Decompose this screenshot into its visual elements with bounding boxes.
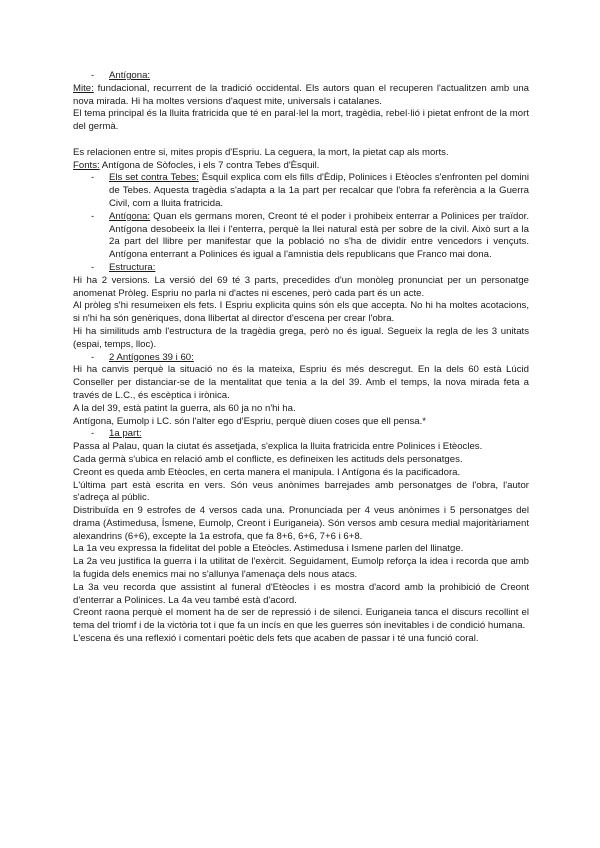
paragraph-estructura-1: Hi ha 2 versions. La versió del 69 té 3 parts, precedides d'un monòleg pronunciat per un personatge anomenat Pròleg. Espriu no parla ni d'actes ni escenes, però cada part és un acte. <box>73 274 529 299</box>
bullet-set-contra-tebes: - Els set contra Tebes: Èsquil explica com els fills d'Èdip, Polinices i Etèocles s'enfronten pel domini de Tebes. Aquesta tragèdia s'adapta a la 1a part per recalcar que l'obra fa referència a la Guerra Civil, com a lluita fratricida. <box>91 172 529 209</box>
document-body <box>73 70 529 646</box>
paragraph-part-10: L'escena és una reflexió i comentari poètic dels fets que acaben de passar i té una funció coral. <box>73 633 479 645</box>
paragraph-relacionen: Es relacionen entre si, mites propis d'Espriu. La ceguera, la mort, la pietat cap als morts. <box>73 146 449 158</box>
paragraph-antigones-1: Hi ha canvis perquè la situació no és la mateixa, Espriu és més descregut. En la dels 60 està Lúcid Conseller per distanciar-se de la mentalitat que tenia a la del 39. Amb el temps, la nova mirada feta a través de L.C., és escèptica i irònica. <box>73 364 529 401</box>
paragraph-part-5: Distribuïda en 9 estrofes de 4 versos cada una. Pronunciada per 4 veus anònimes i 5 personatges del drama (Astimedusa, Ísmene, Eumolp, Creont i Euriganeia). Són versos amb cesura medial majoritàriament alexandrins (6+6), excepte la 1a estrofa, que fa 8+6, 6+6, 7+6 i 6+8. <box>73 505 529 542</box>
section-heading-antigona: - Antígona: <box>91 70 151 81</box>
paragraph-tema: El tema principal és la lluita fratricida que té en paral·lel la mort, tragèdia, rebel·lió i pietat enfront de la mort del germà. <box>73 108 529 133</box>
paragraph-part-1: Passa al Palau, quan la ciutat és assetjada, s'explica la lluita fratricida entre Polinices i Etèocles. <box>73 441 483 453</box>
paragraph-part-7: La 2a veu justifica la guerra i la utilitat de l'exèrcit. Seguidament, Eumolp reforça la idea i recorda que amb la fugida dels enemics mai no s'allunya l'amenaça dels nous atacs. <box>73 556 529 581</box>
paragraph-estructura-3: Hi ha similituds amb l'estructura de la tragèdia grega, però no és igual. Segueix la regla de les 3 unitats (espai, temps, lloc). <box>73 325 529 350</box>
paragraph-part-9: Creont raona perquè el moment ha de ser de repressió i de silenci. Euriganeia tanca el discurs recollint el tema del triomf i de la victòria tot i que fa un incís en que les guerres són inevitables i de condició humana. <box>73 607 529 632</box>
section-heading-1a-part: - 1a part: <box>91 428 142 440</box>
paragraph-antigones-2: A la del 39, està patint la guerra, als 60 ja no n'hi ha. <box>73 402 296 414</box>
paragraph-part-3: Creont es queda amb Etèocles, en certa manera el manipula. I Antígona és la pacificadora. <box>73 466 461 478</box>
paragraph-mite: Mite: fundacional, recurrent de la tradició occidental. Els autors quan el recuperen l'actualitzen amb una nova mirada. Hi ha moltes versions d'aquest mite, universals i catalanes. <box>73 82 529 107</box>
section-heading-estructura: - Estructura: <box>91 261 156 273</box>
paragraph-antigones-3: Antígona, Eumolp i LC. són l'alter ego d'Espriu, perquè diuen coses que ell pensa.* <box>73 415 426 427</box>
paragraph-part-4: L'última part està escrita en vers. Són veus anònimes barrejades amb personatges de l'obra, l'autor s'adreça al públic. <box>73 479 529 504</box>
paragraph-part-2: Cada germà s'ubica en relació amb el conflicte, es defineixen les actituds dels personatges. <box>73 453 463 465</box>
paragraph-estructura-2: Al pròleg s'hi resumeixen els fets. I Espriu explicita quins són els que accepta. No hi ha moltes acotacions, si n'hi ha són genèriques, dona llibertat al director d'escena per crear l'obra. <box>73 300 529 325</box>
paragraph-part-8: La 3a veu recorda que assistint al funeral d'Etèocles i es mostra d'acord amb la prohibició de Creont d'enterrar a Polinices. La 4a veu també està d'acord. <box>73 581 529 606</box>
paragraph-fonts: Fonts: Antígona de Sòfocles, i els 7 contra Tebes d'Èsquil. <box>73 159 320 171</box>
paragraph-part-6: La 1a veu expressa la fidelitat del poble a Eteòcles. Astimedusa i Ismene parlen del llinatge. <box>73 543 464 555</box>
section-heading-antigones: - 2 Antígones 39 i 60: <box>91 351 194 363</box>
bullet-antigona-sofocles: - Antígona: Quan els germans moren, Creont té el poder i prohibeix enterrar a Polinices per traïdor. Antígona desobeeix la llei i l'enterra, perquè la llei natural està per sobre de la civil. Això surt a la 2a part del llibre per manifestar que la població no s'ha de dividir entre vencedors i vençuts. Antígona enterrant a Polinices és igual a l'amnistia dels republicans que Franco mai dona. <box>91 210 529 261</box>
